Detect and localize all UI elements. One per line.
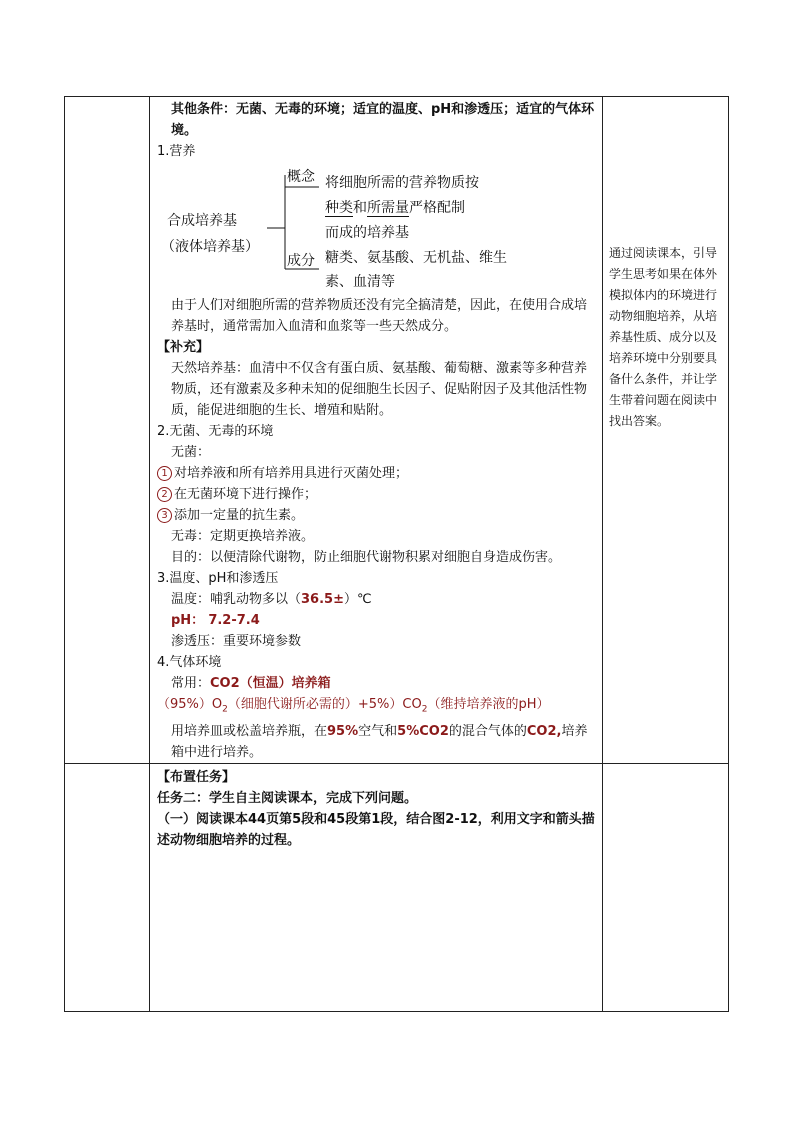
gas-mix-text: $(95\%)O_2$（细胞代谢所必需的）$+5\%)CO_2$（维持培养液的pH） bbox=[157, 697, 550, 715]
gas-method-text: 用培养皿或松盖培养瓶，在95%空气和5%CO2的混合气体的CO2,培养箱中进行培养。 bbox=[171, 723, 588, 760]
nutrition-heading: 1.营养 bbox=[157, 144, 196, 159]
assign-task-heading: 【布置任务】 bbox=[157, 770, 236, 785]
ph-text: pH： 7.2-7.4 bbox=[171, 613, 260, 628]
number-badge: 1 bbox=[157, 466, 172, 481]
task-cell bbox=[157, 767, 597, 851]
column-divider bbox=[149, 97, 150, 1011]
concept-line-2: 种类和所需量严格配制 bbox=[325, 200, 465, 216]
sterile-label: 无菌： bbox=[171, 445, 211, 460]
component-line-1: 糖类、氨基酸、无机盐、维生 bbox=[325, 250, 507, 266]
nontoxic-text: 无毒：定期更换培养液。 bbox=[171, 529, 315, 544]
component-label: 成分 bbox=[287, 253, 315, 269]
serum-note: 由于人们对细胞所需的营养物质还没有完全搞清楚，因此，在使用合成培养基时，通常需加入血清和血浆等一些天然成分。 bbox=[171, 298, 588, 334]
number-badge: 2 bbox=[157, 487, 172, 502]
other-conditions-text: 其他条件：无菌、无毒的环境；适宜的温度、pH和渗透压；适宜的气体环境。 bbox=[171, 102, 595, 138]
diagram-term: 合成培养基 bbox=[167, 213, 237, 229]
task-two-text: 任务二：学生自主阅读课本，完成下列问题。 bbox=[157, 791, 418, 806]
number-badge: 3 bbox=[157, 508, 172, 523]
task-question-text: （一）阅读课本44页第5段和45段第1段，结合图2-12，利用文字和箭头描述动物细胞培养的过程。 bbox=[157, 812, 595, 848]
supplement-text: 天然培养基：血清中不仅含有蛋白质、氨基酸、葡萄糖、激素等多种营养物质，还有激素及多种未知的促细胞生长因子、促贴附因子及其他活性物质，能促进细胞的生长、增殖和贴附。 bbox=[171, 361, 588, 418]
sterile-item: 3 添加一定量的抗生素。 bbox=[157, 505, 597, 526]
concept-line-3: 而成的培养基 bbox=[325, 225, 409, 241]
component-line-2: 素、血清等 bbox=[325, 274, 395, 290]
sterile-heading: 2.无菌、无毒的环境 bbox=[157, 424, 274, 439]
row-divider bbox=[65, 763, 728, 764]
teaching-note: 通过阅读课本，引导学生思考如果在体外模拟体内的环境进行动物细胞培养，从培养基性质、成分以及培养环境中分别要具备什么条件，并让学生带着问题在阅读中找出答案。 bbox=[609, 246, 718, 428]
lesson-table bbox=[64, 96, 729, 1012]
osmotic-text: 渗透压：重要环境参数 bbox=[171, 634, 302, 649]
temperature-heading: 3.温度、pH和渗透压 bbox=[157, 571, 279, 586]
concept-line-1: 将细胞所需的营养物质按 bbox=[325, 175, 479, 191]
culture-medium-diagram bbox=[157, 165, 597, 291]
diagram-term-alt: （液体培养基） bbox=[161, 239, 259, 255]
content-cell bbox=[157, 99, 597, 763]
column-divider bbox=[602, 97, 603, 1011]
purpose-text: 目的：以便清除代谢物，防止细胞代谢物积累对细胞自身造成伤害。 bbox=[171, 550, 562, 565]
supplement-heading: 【补充】 bbox=[157, 340, 210, 355]
gas-common-text: 常用：CO2（恒温）培养箱 bbox=[171, 676, 331, 691]
sterile-item: 1 对培养液和所有培养用具进行灭菌处理； bbox=[157, 463, 597, 484]
temperature-text: 温度：哺乳动物多以（36.5±）℃ bbox=[171, 592, 372, 607]
sterile-item: 2 在无菌环境下进行操作； bbox=[157, 484, 597, 505]
concept-label: 概念 bbox=[287, 169, 315, 185]
gas-heading: 4.气体环境 bbox=[157, 655, 222, 670]
